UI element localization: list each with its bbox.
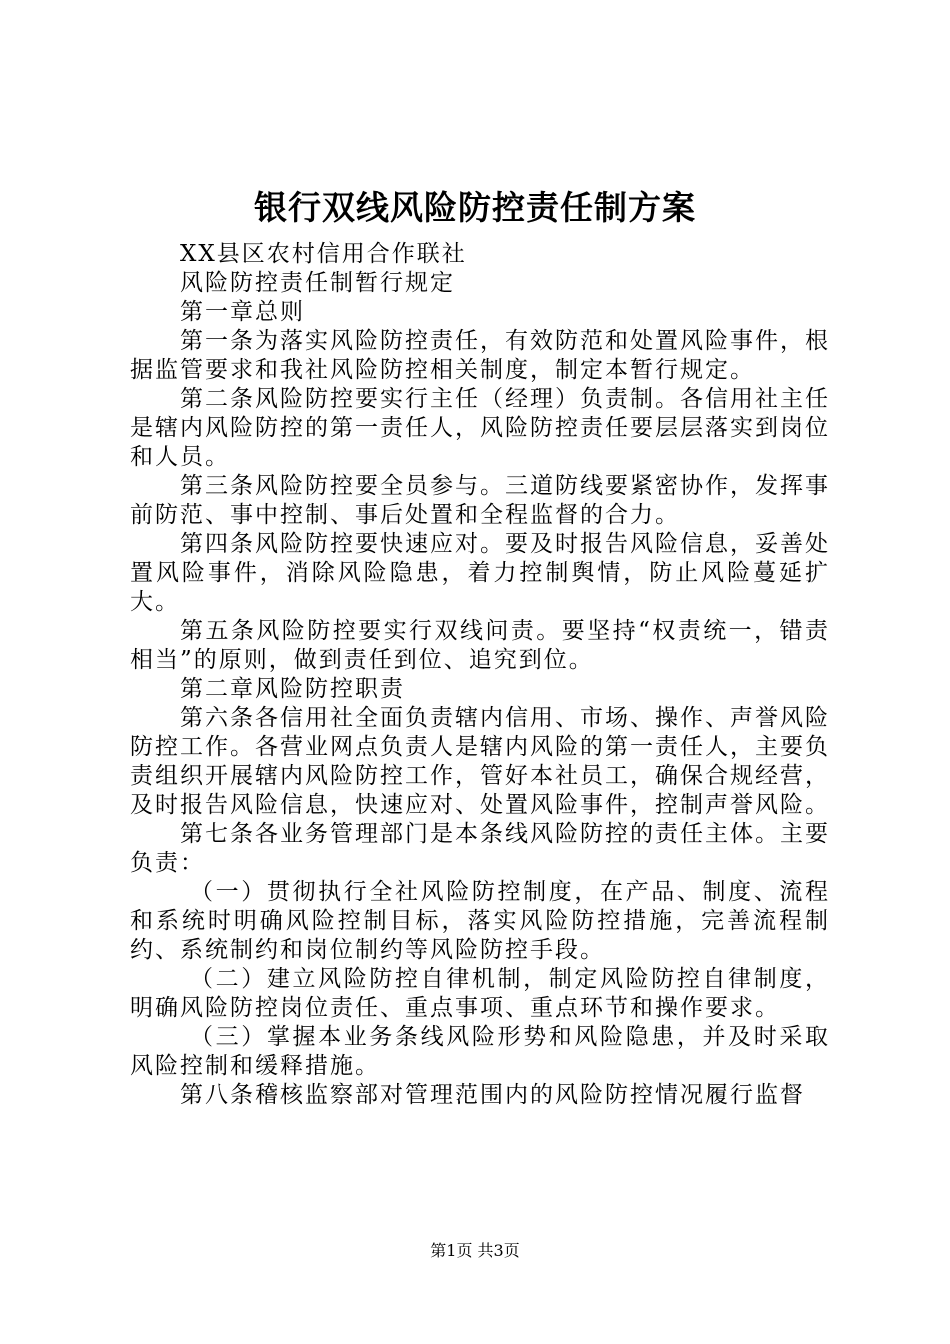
article-4: 第四条风险防控要快速应对。要及时报告风险信息，妥善处置风险事件，消除风险隐患，着力控制舆情，防止风险蔓延扩大。 <box>130 531 830 615</box>
article-2: 第二条风险防控要实行主任（经理）负责制。各信用社主任是辖内风险防控的第一责任人，风险防控责任要层层落实到岗位和人员。 <box>130 386 830 470</box>
document-body <box>130 240 830 1110</box>
paragraph-org-name: XX县区农村信用合作联社 <box>180 241 467 267</box>
page-number-footer: 第1页 共3页 <box>430 1241 520 1260</box>
article-7-item-2: （二）建立风险防控自律机制，制定风险防控自律制度，明确风险防控岗位责任、重点事项、重点环节和操作要求。 <box>130 966 830 1021</box>
article-8: 第八条稽核监察部对管理范围内的风险防控情况履行监督 <box>180 1082 805 1108</box>
document-title: 银行双线风险防控责任制方案 <box>254 188 696 227</box>
chapter-heading-2: 第二章风险防控职责 <box>180 676 405 702</box>
chapter-heading-1: 第一章总则 <box>180 299 305 325</box>
article-7-item-3: （三）掌握本业务条线风险形势和风险隐患，并及时采取风险控制和缓释措施。 <box>130 1024 830 1079</box>
article-6: 第六条各信用社全面负责辖内信用、市场、操作、声誉风险防控工作。各营业网点负责人是辖内风险的第一责任人，主要负责组织开展辖内风险防控工作，管好本社员工，确保合规经营，及时报告风险信息，快速应对、处置风险事件，控制声誉风险。 <box>130 705 830 818</box>
article-1: 第一条为落实风险防控责任，有效防范和处置风险事件，根据监管要求和我社风险防控相关制度，制定本暂行规定。 <box>130 328 830 383</box>
paragraph-regulation-title: 风险防控责任制暂行规定 <box>180 270 455 296</box>
article-7: 第七条各业务管理部门是本条线风险防控的责任主体。主要负责： <box>130 821 830 876</box>
article-7-item-1: （一）贯彻执行全社风险防控制度，在产品、制度、流程和系统时明确风险控制目标，落实风险防控措施，完善流程制约、系统制约和岗位制约等风险防控手段。 <box>130 879 830 963</box>
article-3: 第三条风险防控要全员参与。三道防线要紧密协作，发挥事前防范、事中控制、事后处置和全程监督的合力。 <box>130 473 830 528</box>
article-5: 第五条风险防控要实行双线问责。要坚持“权责统一，错责相当”的原则，做到责任到位、追究到位。 <box>130 618 830 673</box>
